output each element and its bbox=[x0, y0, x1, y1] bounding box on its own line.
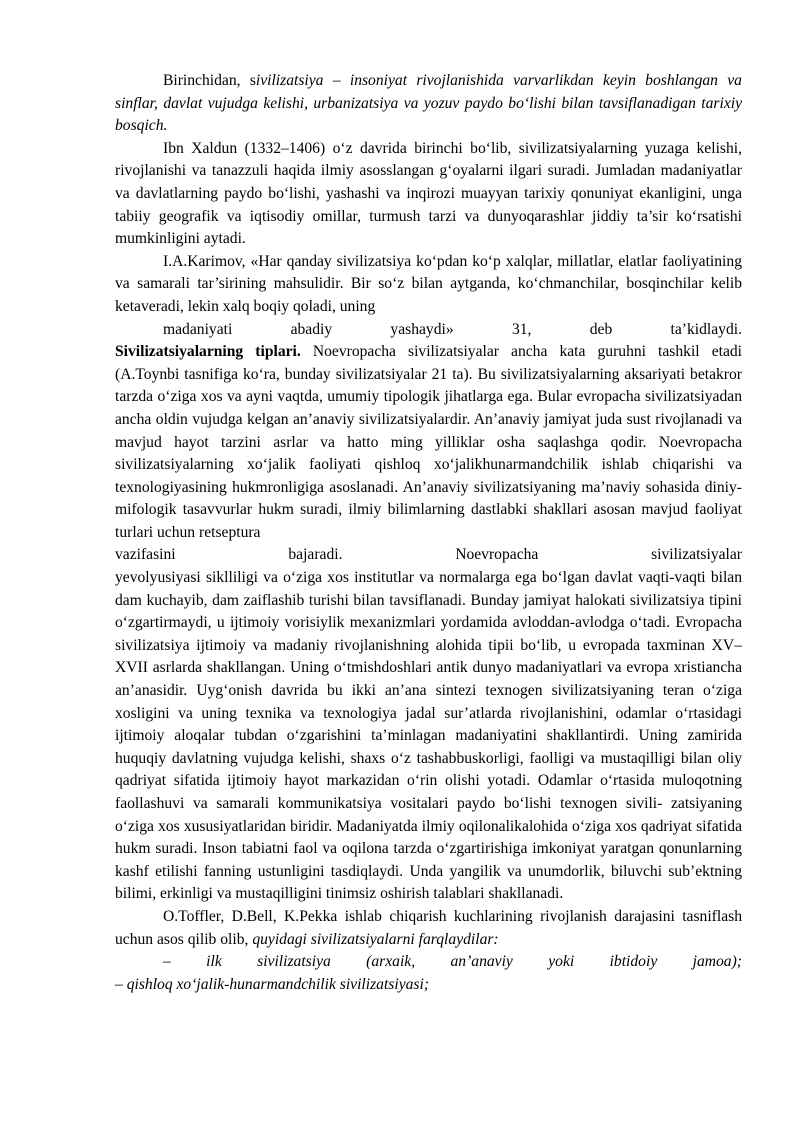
paragraph-toffler bbox=[115, 906, 742, 996]
paragraph-definition bbox=[115, 70, 742, 138]
paragraph-karimov bbox=[115, 251, 742, 341]
definition-lead: Birinchidan, s bbox=[163, 72, 256, 89]
toffler-italic: quyidagi sivilizatsiyalarni farqlaydilar: bbox=[252, 930, 499, 948]
types-text: Noevropacha sivilizatsiyalar ancha kata guruhni tashkil etadi (A.Toynbi tasnifiga ko‘ra, bunday sivilizatsiyalar 21 ta). Bu sivilizatsiyalarning aksariyati betakror tarzda o‘ziga xos va ayni vaqtda, umumiy tipologik jihatlarga ega. Bular evropacha sivilizatsiyadan ancha oldin vujudga kelgan an’anaviy sivilizatsiyalardir. An’anaviy jamiyat juda sust rivojlanadi va mavjud hayot tarzini asrlar va hatto ming yilliklar osha saqlashga qodir. Noevropacha sivilizatsiyalarning xo‘jalik faoliyati qishloq xo‘jalikhunarmandchilik ishlab chiqarishi va texnologiyasining hukmronligiga asoslanadi. An’anaviy sivilizatsiyaning ma’naviy sohasida diniy-mifologik tasavvurlar hukm suradi, ilmiy bilimlarning dastlabki shakllari asosan mavjud faoliyat turlari uchun retseptura bbox=[115, 343, 743, 541]
paragraph-types bbox=[115, 341, 742, 906]
toffler-text: O.Toffler, D.Bell, K.Pekka ishlab chiqarish kuchlarining rivojlanish darajasini tasniflash uchun asos qilib olib, bbox=[115, 907, 742, 948]
types-split-line: vazifasini bajaradi. Noevropacha sivilizatsiyalar bbox=[115, 546, 742, 564]
karimov-quote: I.A.Karimov, «Har qanday sivilizatsiya ko‘pdan ko‘p xalqlar, millatlar, elatlar faoliyatining va samarali tar’sirining mahsulidir. Bir so‘z bilan aytganda, ko‘chmanchilar, bosqinchilar kelib ketaveradi, lekin xalq boqiy qoladi, uning bbox=[115, 252, 742, 315]
body-text bbox=[115, 70, 742, 996]
list-item-1: – ilk sivilizatsiya (arxaik, an’anaviy yoki ibtidoiy jamoa); bbox=[163, 953, 742, 971]
section-heading: Sivilizatsiyalarning tiplari. bbox=[115, 343, 301, 361]
list-item-2: – qishloq xo‘jalik-hunarmandchilik sivilizatsiyasi; bbox=[115, 975, 430, 993]
paragraph-ibn-xaldun: Ibn Xaldun (1332–1406) o‘z davrida birinchi bo‘lib, sivilizatsiyalarning yuzaga kelishi, rivojlanishi va tanazzuli haqida ilmiy asosslangan g‘oyalarni ilgari suradi. Jumladan madaniyatlar va davlatlarning paydo bo‘lishi, yashashi va inqirozi muayyan tarixiy qonuniyat ekanligini, unga tabiiy geografik va iqtisodiy omillar, turmush tarzi va dunyoqarashlar jiddiy ta’sir ko‘rsatishi mumkinligini aytadi. bbox=[115, 139, 742, 248]
karimov-last-line: madaniyati abadiy yashaydi» 31, deb ta’kidlaydi. bbox=[163, 320, 742, 338]
definition-italic: ivilizatsiya – insoniyat rivojlanishida varvarlikdan keyin boshlangan va sinflar, davlat vujudga kelishi, urbanizatsiya va yozuv paydo bo‘lishi bilan tavsiflanadigan tarixiy bosqich. bbox=[115, 72, 742, 135]
types-rest: yevolyusiyasi siklliligi va o‘ziga xos institutlar va normalarga ega bo‘lgan davlat vaqti-vaqti bilan dam kuchayib, dam zaiflashib turishi bilan tavsiflanadi. Bunday jamiyat halokati sivilizatsiya tipini o‘zgartirmaydi, u ijtimoiy vorisiylik mexanizmlari yordamida avloddan-avlodga o‘tadi. Evropacha sivilizatsiya ijtimoiy va madaniy rivojlanishning alohida tipii bo‘lib, u evropada taxminan XV–XVII asrlarda shakllangan. Uning o‘tmishdoshlari antik dunyo madaniyatlari va evropa xristiancha an’anasidir. Uyg‘onish davrida bu ikki an’ana sintezi texnogen sivilizatsiyaning teran o‘ziga xosligini va uning texnika va texnologiya jadal sur’atlarda rivojlanishini, odamlar o‘rtasidagi ijtimoiy aloqalar tubdan o‘zgarishini ta’minlagan madaniyatini shakllantirdi. Uning zamirida huquqiy davlatning vujudga kelishi, shaxs o‘z tashabbuskorligi, faolligi va mustaqilligi bilan oliy qadriyat sifatida ijtimoiy hayot markazidan o‘rin olishi yotadi. Odamlar o‘rtasida muloqotning faollashuvi va samarali kommunikatsiya vositalari paydo bo‘lishi texnogen sivili- zatsiyaning o‘ziga xos xususiyatlaridan biridir. Madaniyatda ilmiy oqilonalikalohida o‘ziga xos qadriyat sifatida hukm suradi. Inson tabiatni faol va oqilona tarzda o‘zgartirishiga imkoniyat yaratgan qonunlarning kashf etilishi fanning ustunligini tasdiqlaydi. Unda yangilik va unumdorlik, biluvchi sub’ektning bilimi, erkinligi va mustaqilligini tinimsiz oshirish talablari shakllanadi. bbox=[115, 569, 742, 903]
